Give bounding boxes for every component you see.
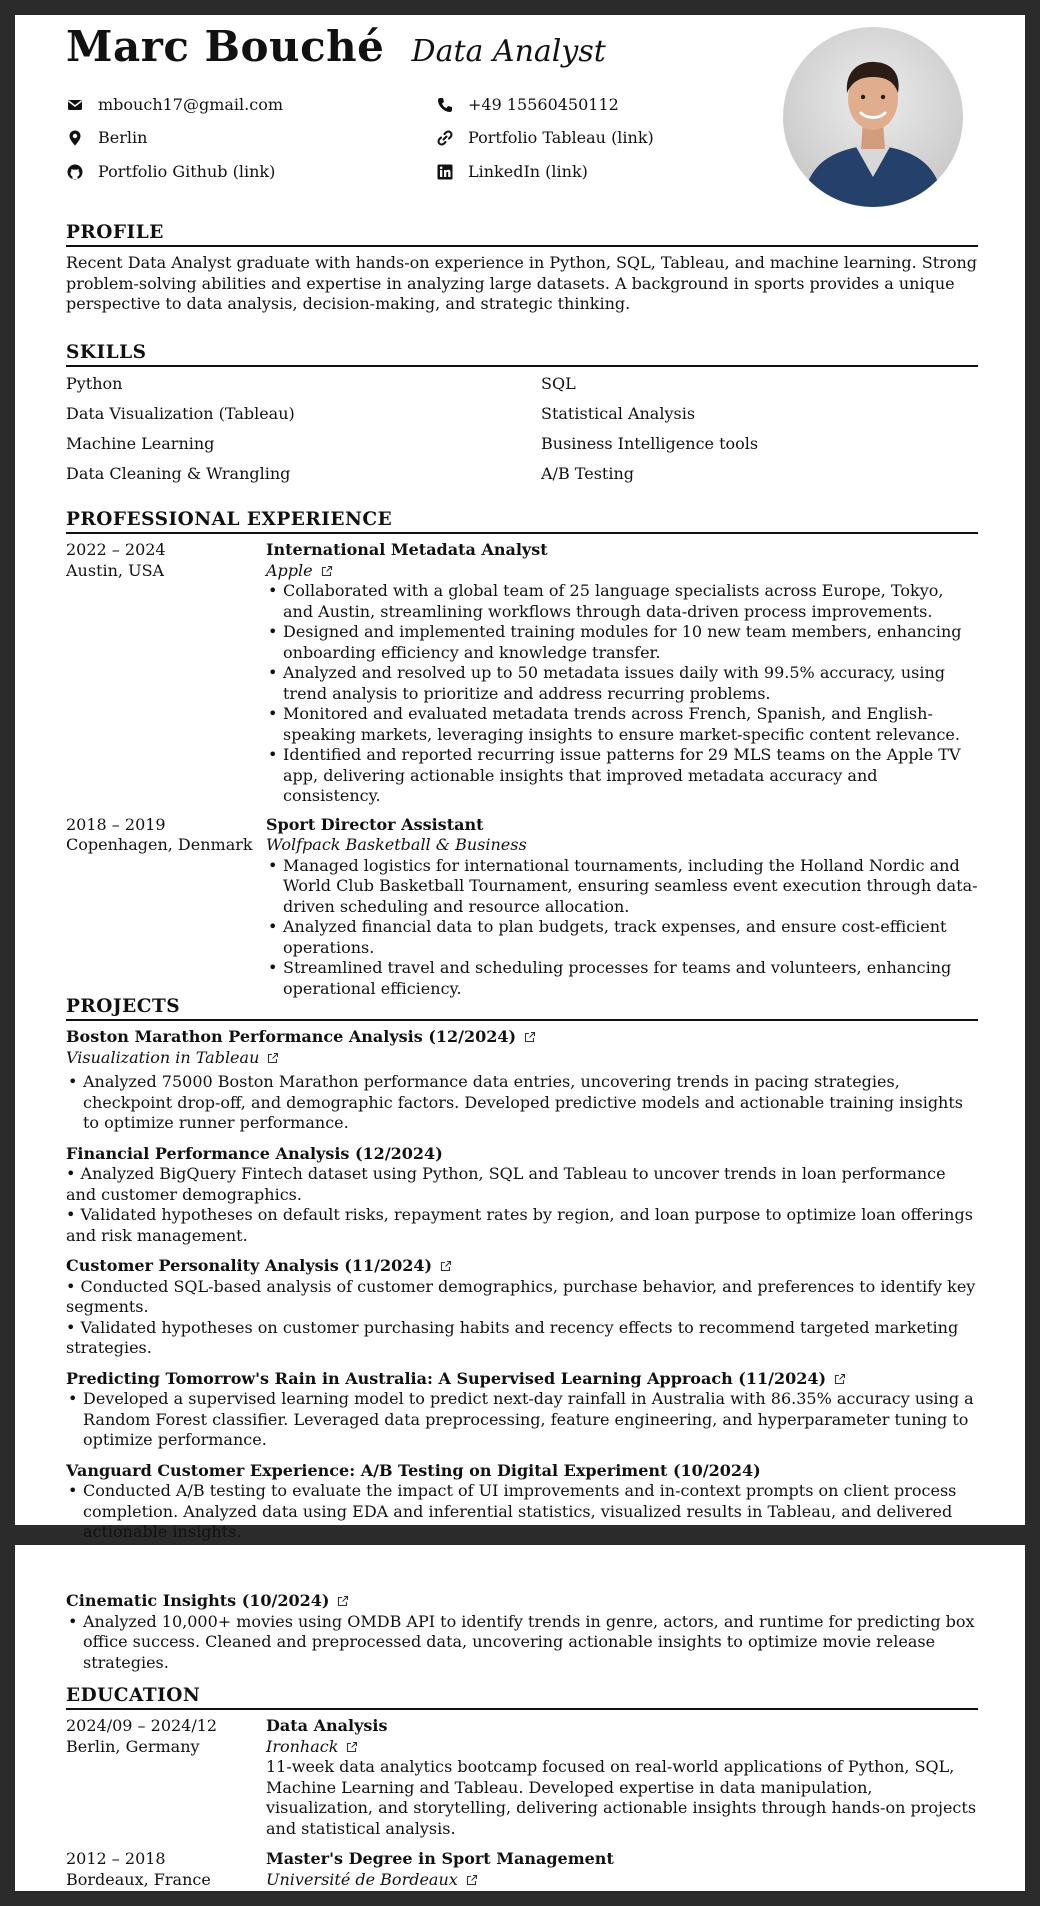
list-item: • Monitored and evaluated metadata trends across French, Spanish, and English-speaking markets, leveraging insights to ensure market-specific content relevance.	[266, 704, 978, 745]
section-title-profile: PROFILE	[66, 222, 978, 247]
list-item: • Analyzed and resolved up to 50 metadata issues daily with 99.5% accuracy, using trend analysis to prioritize and address recurring problems.	[266, 663, 978, 704]
education-description: 11-week data analytics bootcamp focused on real-world applications of Python, SQL, Machine Learning and Tableau. Developed expertise in data manipulation, visualization, and storytelling, delivering actionable insights through hands-on projects and statistical analysis.	[266, 1757, 977, 1838]
page-content	[66, 1591, 978, 1898]
profile-text: Recent Data Analyst graduate with hands-on experience in Python, SQL, Tableau, and machine learning. Strong problem-solving abilities and expertise in analyzing large datasets. A background in sports provides a unique perspective to data analysis, decision-making, and strategic thinking.	[66, 253, 977, 313]
project-entry	[66, 1027, 978, 1134]
job-title: International Metadata Analyst	[266, 540, 548, 559]
section-title-projects: PROJECTS	[66, 996, 978, 1021]
contact-github[interactable]	[66, 159, 275, 185]
list-item: • Identified and reported recurring issue patterns for 29 MLS teams on the Apple TV app, delivering actionable insights that improved metadata accuracy and consistency.	[266, 745, 978, 807]
project-entry	[66, 1256, 978, 1359]
skill-item: Data Cleaning & Wrangling	[66, 464, 291, 483]
job-organization[interactable]	[266, 561, 978, 582]
external-link-icon	[440, 1260, 452, 1272]
link-icon	[436, 129, 454, 147]
external-link-icon	[337, 1595, 349, 1607]
education-entry	[66, 1849, 978, 1890]
profile-section	[66, 222, 978, 315]
job-title: Sport Director Assistant	[266, 814, 484, 834]
skill-item: Business Intelligence tools	[541, 434, 759, 453]
list-item: • Analyzed 10,000+ movies using OMDB API to identify trends in genre, actors, and runtime for predicting box office success. Cleaned and preprocessed data, uncovering actionable insights to optimize movie release strategies.	[66, 1612, 978, 1674]
project-entry	[66, 1144, 978, 1247]
section-title-skills: SKILLS	[66, 342, 978, 367]
skill-item: Statistical Analysis	[541, 404, 696, 423]
education-section	[66, 1685, 978, 1890]
job-bullets	[266, 581, 978, 807]
job-bullets	[266, 856, 978, 1000]
project-title-link[interactable]	[66, 1369, 978, 1390]
job-organization-name: Apple	[266, 560, 313, 580]
list-item: • Collaborated with a global team of 25 language specialists across Europe, Tokyo, and Austin, streamlining workflows through data-driven process improvements.	[266, 581, 978, 622]
contact-github-text: Portfolio Github (link)	[98, 162, 276, 181]
project-title-link[interactable]	[66, 1027, 978, 1048]
job-organization-name: Wolfpack Basketball & Business	[266, 835, 527, 854]
phone-icon	[436, 96, 454, 114]
contact-location-text: Berlin	[98, 128, 148, 147]
education-entry	[66, 1716, 978, 1839]
list-item: • Validated hypotheses on customer purchasing habits and recency effects to recommend targeted marketing strategies.	[66, 1317, 959, 1357]
education-organization[interactable]	[266, 1870, 978, 1891]
contact-email-text: mbouch17@gmail.com	[98, 95, 284, 114]
external-link-icon	[321, 565, 333, 577]
project-title: Predicting Tomorrow's Rain in Australia: A Supervised Learning Approach (11/2024)	[66, 1368, 827, 1388]
experience-section	[66, 509, 978, 1007]
project-entry	[66, 1369, 978, 1451]
list-item: • Analyzed financial data to plan budgets, track expenses, and ensure cost-efficient operations.	[266, 917, 978, 958]
list-item: • Developed a supervised learning model to predict next-day rainfall in Australia with 86.35% accuracy using a Random Forest classifier. Leveraged data preprocessing, feature engineering, and hyperparameter tuning to optimize performance.	[66, 1389, 978, 1451]
section-title-education: EDUCATION	[66, 1685, 978, 1710]
skill-item: Machine Learning	[66, 434, 215, 453]
skill-item: Data Visualization (Tableau)	[66, 404, 295, 423]
list-item: • Analyzed BigQuery Fintech dataset using Python, SQL and Tableau to uncover trends in loan performance and customer demographics.	[66, 1164, 946, 1204]
list-item: • Validated hypotheses on default risks, repayment rates by region, and loan purpose to optimize loan offerings and risk management.	[66, 1205, 973, 1245]
list-item: • Streamlined travel and scheduling processes for teams and volunteers, enhancing operational efficiency.	[266, 958, 978, 999]
education-location: Bordeaux, France	[66, 1869, 211, 1889]
contact-phone-text: +49 15560450112	[468, 95, 619, 114]
external-link-icon	[466, 1874, 478, 1886]
list-item: • Designed and implemented training modules for 10 new team members, enhancing onboarding efficiency and knowledge transfer.	[266, 622, 978, 663]
profile-photo	[783, 27, 963, 207]
education-title: Master's Degree in Sport Management	[266, 1849, 614, 1868]
job-location: Austin, USA	[66, 560, 165, 580]
job-entry	[66, 540, 978, 807]
job-dates: 2018 – 2019	[66, 814, 166, 834]
list-item: • Conducted A/B testing to evaluate the impact of UI improvements and in-context prompts on client process completion. Analyzed data using EDA and inferential statistics, visualized results in Tableau, and delivered actionable insights.	[66, 1481, 978, 1543]
projects-section	[66, 996, 978, 1553]
list-item: • Managed logistics for international tournaments, including the Holland Nordic and World Club Basketball Tournament, ensuring seamless event execution through data-driven scheduling and resource allocation.	[266, 856, 978, 918]
education-organization-name: Université de Bordeaux	[266, 1869, 458, 1889]
education-organization[interactable]	[266, 1737, 978, 1758]
location-pin-icon	[66, 129, 84, 147]
project-subtitle: Visualization in Tableau	[66, 1047, 260, 1067]
education-location: Berlin, Germany	[66, 1736, 200, 1756]
job-location: Copenhagen, Denmark	[66, 835, 253, 854]
contact-email[interactable]	[66, 92, 283, 118]
section-title-experience: PROFESSIONAL EXPERIENCE	[66, 509, 978, 534]
list-item: • Analyzed 75000 Boston Marathon performance data entries, uncovering trends in pacing strategies, checkpoint drop-off, and demographic factors. Developed predictive models and actionable training insights to optimize runner performance.	[66, 1072, 978, 1134]
resume-page-1	[15, 15, 1025, 1541]
contact-location	[66, 125, 147, 151]
project-title-link[interactable]	[66, 1591, 978, 1612]
contact-portfolio-tableau[interactable]	[436, 125, 654, 151]
list-item: • Conducted SQL-based analysis of customer demographics, purchase behavior, and preferences to identify key segments.	[66, 1276, 976, 1316]
external-link-icon	[834, 1373, 846, 1385]
job-dates: 2022 – 2024	[66, 540, 166, 559]
project-subtitle-link[interactable]	[66, 1048, 978, 1069]
external-link-icon	[346, 1741, 358, 1753]
job-entry	[66, 815, 978, 1000]
skills-list	[66, 373, 978, 484]
contact-portfolio-tableau-text: Portfolio Tableau (link)	[468, 128, 654, 147]
linkedin-icon	[436, 163, 454, 181]
candidate-role: Data Analyst	[411, 34, 606, 69]
resume-page-2	[15, 1545, 1025, 1891]
project-entry	[66, 1591, 978, 1673]
project-title: Cinematic Insights (10/2024)	[66, 1591, 330, 1610]
project-title: Financial Performance Analysis (12/2024)	[66, 1143, 443, 1163]
external-link-icon	[267, 1052, 279, 1064]
envelope-icon	[66, 96, 84, 114]
project-title-link[interactable]	[66, 1256, 978, 1277]
education-title: Data Analysis	[266, 1716, 388, 1735]
page-content	[66, 15, 978, 1541]
skill-item: A/B Testing	[541, 464, 634, 483]
job-organization	[266, 835, 978, 856]
candidate-name: Marc Bouché	[66, 22, 385, 71]
project-title: Boston Marathon Performance Analysis (12/2024)	[66, 1027, 517, 1046]
contact-phone[interactable]	[436, 92, 619, 118]
skill-item: SQL	[541, 374, 576, 393]
education-dates: 2012 – 2018	[66, 1849, 166, 1868]
project-entry	[66, 1461, 978, 1543]
external-link-icon	[524, 1031, 536, 1043]
github-icon	[66, 163, 84, 181]
education-organization-name: Ironhack	[266, 1736, 339, 1756]
project-title: Vanguard Customer Experience: A/B Testing on Digital Experiment (10/2024)	[66, 1460, 761, 1480]
project-title: Customer Personality Analysis (11/2024)	[66, 1256, 433, 1275]
contact-linkedin-text: LinkedIn (link)	[468, 162, 588, 181]
education-dates: 2024/09 – 2024/12	[66, 1716, 218, 1735]
skills-section	[66, 342, 978, 484]
skill-item: Python	[66, 374, 123, 393]
contact-linkedin[interactable]	[436, 159, 588, 185]
